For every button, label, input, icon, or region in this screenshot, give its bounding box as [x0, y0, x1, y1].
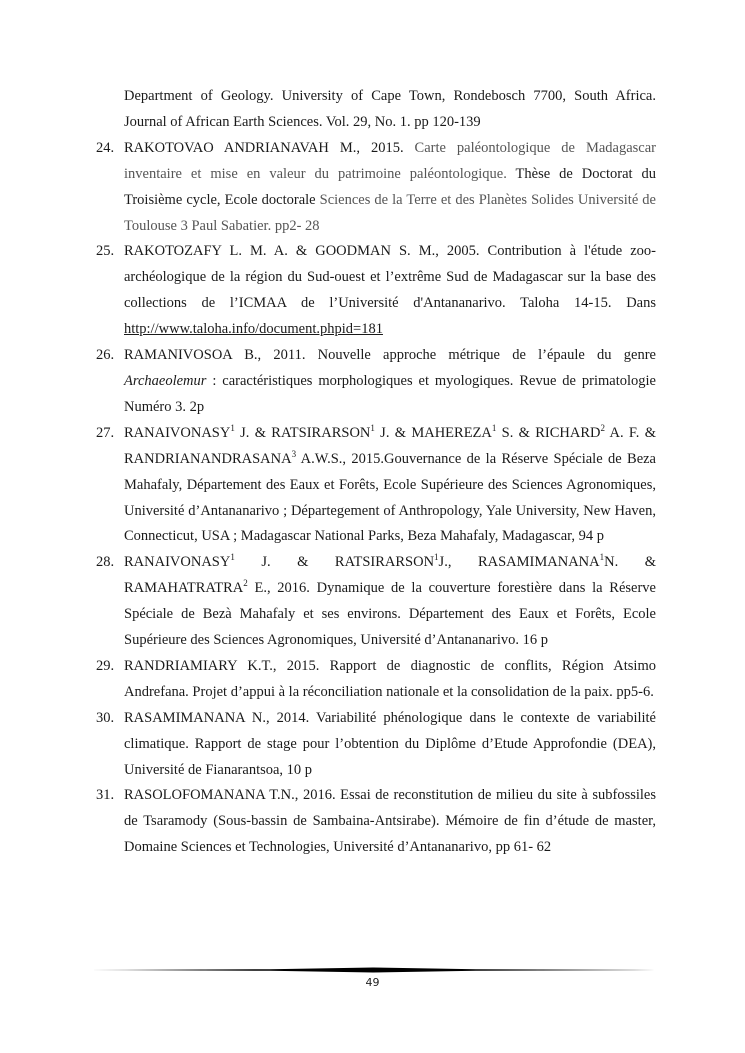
reference-authors: RAKOTOVAO ANDRIANAVAH M., 2015.	[124, 139, 415, 156]
affiliation-marker: 1	[491, 422, 497, 433]
reference-number: 29.	[96, 657, 115, 674]
reference-link[interactable]: http://www.taloha.info/document.phpid=181	[124, 321, 383, 338]
affiliation-marker: 1	[434, 552, 439, 563]
reference-number: 28.	[96, 554, 115, 571]
affiliation-marker: 1	[230, 552, 235, 563]
reference-number: 30.	[96, 709, 115, 726]
reference-citation-rest: : caractéristiques morphologiques et myologiques. Revue de primatologie Numéro 3. 2p	[124, 372, 656, 415]
reference-number: 26.	[96, 347, 115, 364]
continued-reference-line: Department of Geology. University of Cape Town, Rondebosch 7700, South Africa.	[124, 88, 656, 104]
continued-reference-line: Journal of African Earth Sciences. Vol. 29, No. 1. pp 120-139	[124, 113, 481, 130]
author: A. F. & RANDRIANANDRASANA	[124, 424, 656, 467]
reference-title: Carte paléontologique de Madagascar inventaire et mise en valeur du patrimoine paléontologique.	[124, 139, 656, 182]
affiliation-marker: 3	[291, 448, 297, 459]
reference-citation: RAKOTOZAFY L. M. A. & GOODMAN S. M., 2005. Contribution à l'étude zoo-archéologique de la région du Sud-ouest et l’extrême Sud de Madagascar sur la base des collections de l’ICMAA de l’Université d'Antananarivo. Taloha 14-15. Dans	[124, 243, 656, 312]
page-number: 49	[365, 976, 380, 989]
reference-30	[91, 706, 656, 784]
genus-name: Archaeolemur	[124, 372, 207, 389]
reference-text: RANDRIAMIARY K.T., 2015. Rapport de diagnostic de conflits, Région Atsimo Andrefana. Projet d’appui à la réconciliation nationale et la consolidation de la paix. pp5-6.	[124, 657, 656, 700]
reference-text	[124, 239, 656, 343]
reference-citation: A.W.S., 2015.Gouvernance de la Réserve Spéciale de Beza Mahafaly, Département des Eaux et Forêts, Ecole Supérieure des Sciences Agronomiques, Université d’Antananarivo ; Départegement of Anthropology, Yale University, New Haven, Connecticut, USA ; Madagascar National Parks, Beza Mahafaly, Madagascar, 94 p	[124, 450, 656, 545]
reference-text: RASOLOFOMANANA T.N., 2016. Essai de reconstitution de milieu du site à subfossiles de Tsaramody (Sous-bassin de Sambaina-Antsirabe). Mémoire de fin d’étude de master, Domaine Sciences et Technologies, Université d’Antananarivo, pp 61- 62	[124, 787, 656, 856]
continued-reference	[91, 84, 656, 136]
reference-28	[91, 550, 656, 654]
footer-divider	[90, 966, 656, 974]
reference-institution: Sciences de la Terre et des Planètes Solides Université de Toulouse 3 Paul Sabatier. pp2- 28	[124, 191, 656, 234]
reference-24	[91, 136, 656, 240]
reference-number: 27.	[96, 424, 115, 441]
reference-text	[124, 343, 656, 421]
reference-text	[124, 421, 656, 551]
author: RANAIVONASY	[124, 424, 231, 441]
affiliation-marker: 2	[243, 578, 248, 589]
reference-25	[91, 239, 656, 343]
author: RANAIVONASY	[124, 554, 231, 571]
reference-citation: E., 2016. Dynamique de la couverture forestière dans la Réserve Spéciale de Bezà Mahafaly et ses environs. Département des Eaux et Forêts, Ecole Supérieure des Sciences Agronomiques, Université d’Antananarivo. 16 p	[124, 580, 656, 649]
author: J., RASAMIMANANA	[438, 554, 600, 571]
reference-number: 24.	[96, 139, 115, 156]
affiliation-marker: 1	[599, 552, 605, 563]
reference-number: 31.	[96, 787, 115, 804]
author: N. & RAMAHATRATRA	[124, 554, 656, 597]
reference-27	[91, 421, 656, 551]
reference-list	[91, 84, 656, 861]
reference-number: 25.	[96, 243, 115, 260]
author: J. & RATSIRARSON	[234, 424, 371, 441]
reference-text: RASAMIMANANA N., 2014. Variabilité phénologique dans le contexte de variabilité climatique. Rapport de stage pour l’obtention du Diplôme d’Etude Approfondie (DEA), Université de Fianarantsoa, 10 p	[124, 709, 656, 778]
reference-degree: Thèse de Doctorat du Troisième cycle, Ecole doctorale	[124, 165, 656, 208]
reference-26	[91, 343, 656, 421]
reference-text	[124, 550, 656, 654]
reference-text	[124, 136, 656, 240]
author: J. & MAHEREZA	[374, 424, 492, 441]
affiliation-marker: 1	[230, 422, 235, 433]
affiliation-marker: 2	[600, 422, 605, 433]
reference-citation: RAMANIVOSOA B., 2011. Nouvelle approche métrique de l’épaule du genre	[124, 347, 656, 364]
reference-31	[91, 783, 656, 861]
author: S. & RICHARD	[496, 424, 601, 441]
author: J. & RATSIRARSON	[234, 554, 435, 571]
reference-29	[91, 654, 656, 706]
affiliation-marker: 1	[370, 422, 375, 433]
